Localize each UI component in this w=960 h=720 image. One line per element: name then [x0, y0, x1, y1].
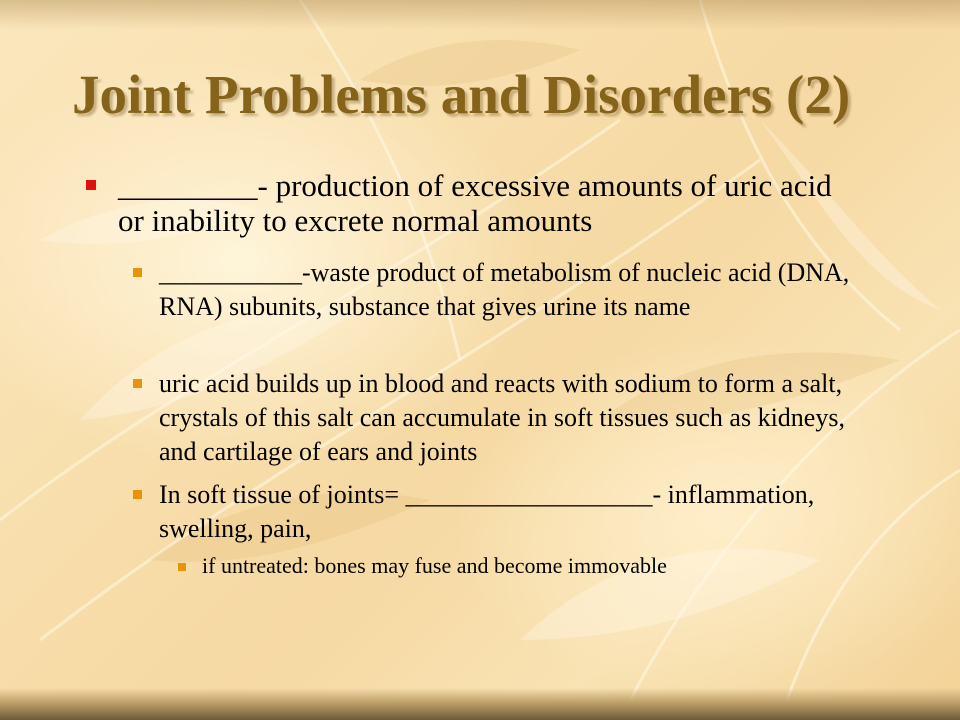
square-bullet-icon: [133, 268, 142, 277]
bullet-text: _________- production of excessive amounts of uric acid or inability to excrete normal amounts: [118, 168, 832, 238]
bullet-item-gout: [118, 168, 858, 238]
sub-sub-bullet-text: if untreated: bones may fuse and become immovable: [202, 553, 667, 578]
square-bullet-icon: [86, 180, 96, 190]
sub-bullet-text: ___________-waste product of metabolism of nucleic acid (DNA, RNA) subunits, substance that gives urine its name: [159, 258, 850, 321]
sub-bullet-uric-acid: [159, 256, 879, 324]
square-bullet-icon: [178, 563, 186, 571]
sub-bullet-crystals: [159, 367, 879, 469]
sub-bullet-text: In soft tissue of joints= ___________________- inflammation, swelling, pain,: [159, 480, 815, 543]
sub-bullet-joints: [159, 478, 879, 546]
square-bullet-icon: [133, 490, 142, 499]
slide-title: Joint Problems and Disorders (2): [72, 64, 851, 125]
square-bullet-icon: [133, 379, 142, 388]
sub-bullet-text: uric acid builds up in blood and reacts with sodium to form a salt, crystals of this salt can accumulate in soft tissues such as kidneys, and cartilage of ears and joints: [159, 369, 845, 466]
sub-sub-bullet-untreated: [202, 552, 862, 580]
